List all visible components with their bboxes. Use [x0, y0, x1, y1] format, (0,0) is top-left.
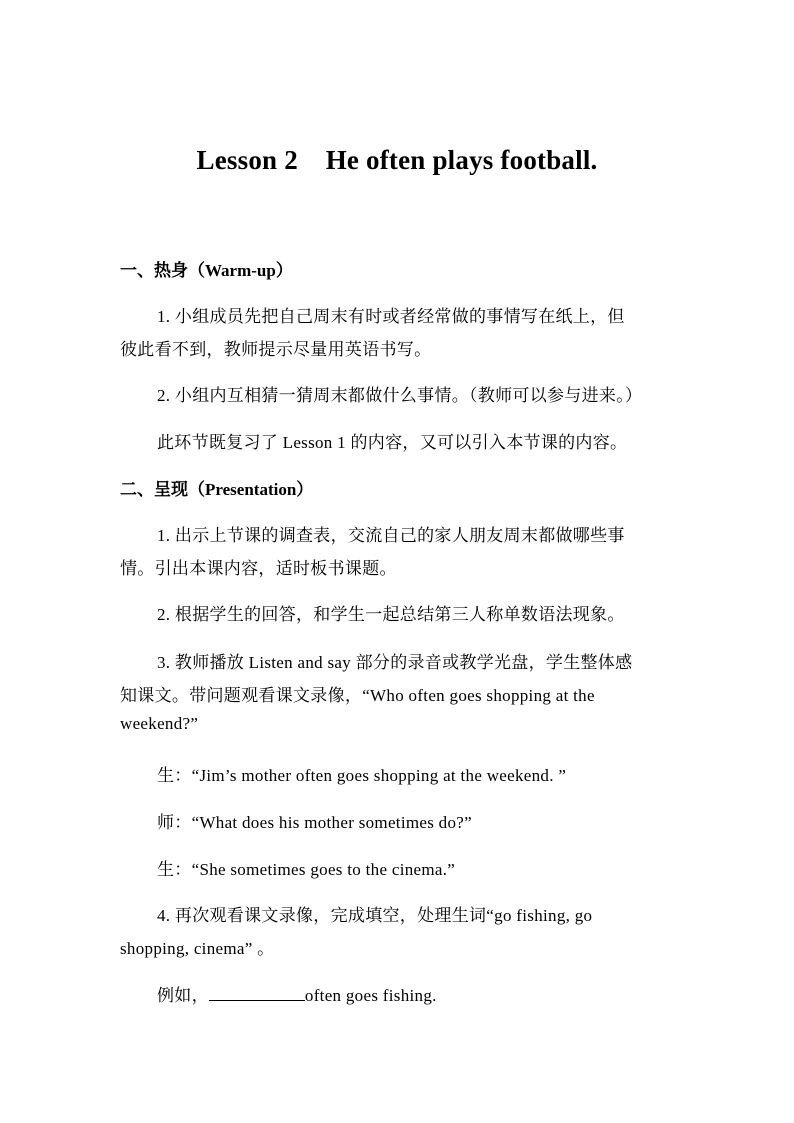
paragraph-line: 1. 小组成员先把自己周末有时或者经常做的事情写在纸上，但: [157, 307, 625, 326]
example-line: [157, 981, 437, 1006]
section-heading-presentation: 二、呈现（Presentation）: [120, 480, 314, 499]
paragraph-line: 1. 出示上节课的调查表，交流自己的家人朋友周末都做哪些事: [157, 526, 625, 545]
fill-in-blank: [209, 986, 305, 1001]
paragraph-line: weekend?”: [120, 714, 199, 733]
paragraph-line: 2. 小组内互相猜一猜周末都做什么事情。（教师可以参与进来。）: [157, 386, 643, 405]
dialogue-line-student: 生：“She sometimes goes to the cinema.”: [157, 860, 456, 879]
section-heading-warm-up: 一、热身（Warm-up）: [120, 261, 293, 280]
paragraph-line: shopping, cinema” 。: [120, 939, 275, 958]
example-prefix: 例如，: [157, 986, 209, 1005]
lesson-title: Lesson 2 He often plays football.: [196, 145, 598, 175]
paragraph-line: 2. 根据学生的回答，和学生一起总结第三人称单数语法现象。: [157, 605, 625, 624]
paragraph-line: 知课文。带问题观看课文录像，“Who often goes shopping at the: [120, 686, 595, 705]
paragraph-line: 情。引出本课内容，适时板书课题。: [120, 559, 397, 578]
paragraph-line: 此环节既复习了 Lesson 1 的内容，又可以引入本节课的内容。: [157, 433, 628, 452]
paragraph-line: 彼此看不到，教师提示尽量用英语书写。: [120, 340, 432, 359]
paragraph-line: 3. 教师播放 Listen and say 部分的录音或教学光盘，学生整体感: [157, 653, 633, 672]
paragraph-line: 4. 再次观看课文录像，完成填空，处理生词“go fishing, go: [157, 906, 593, 925]
dialogue-line-student: 生：“Jim’s mother often goes shopping at the weekend. ”: [157, 766, 567, 785]
example-suffix: often goes fishing.: [304, 986, 437, 1005]
dialogue-line-teacher: 师：“What does his mother sometimes do?”: [157, 813, 472, 832]
